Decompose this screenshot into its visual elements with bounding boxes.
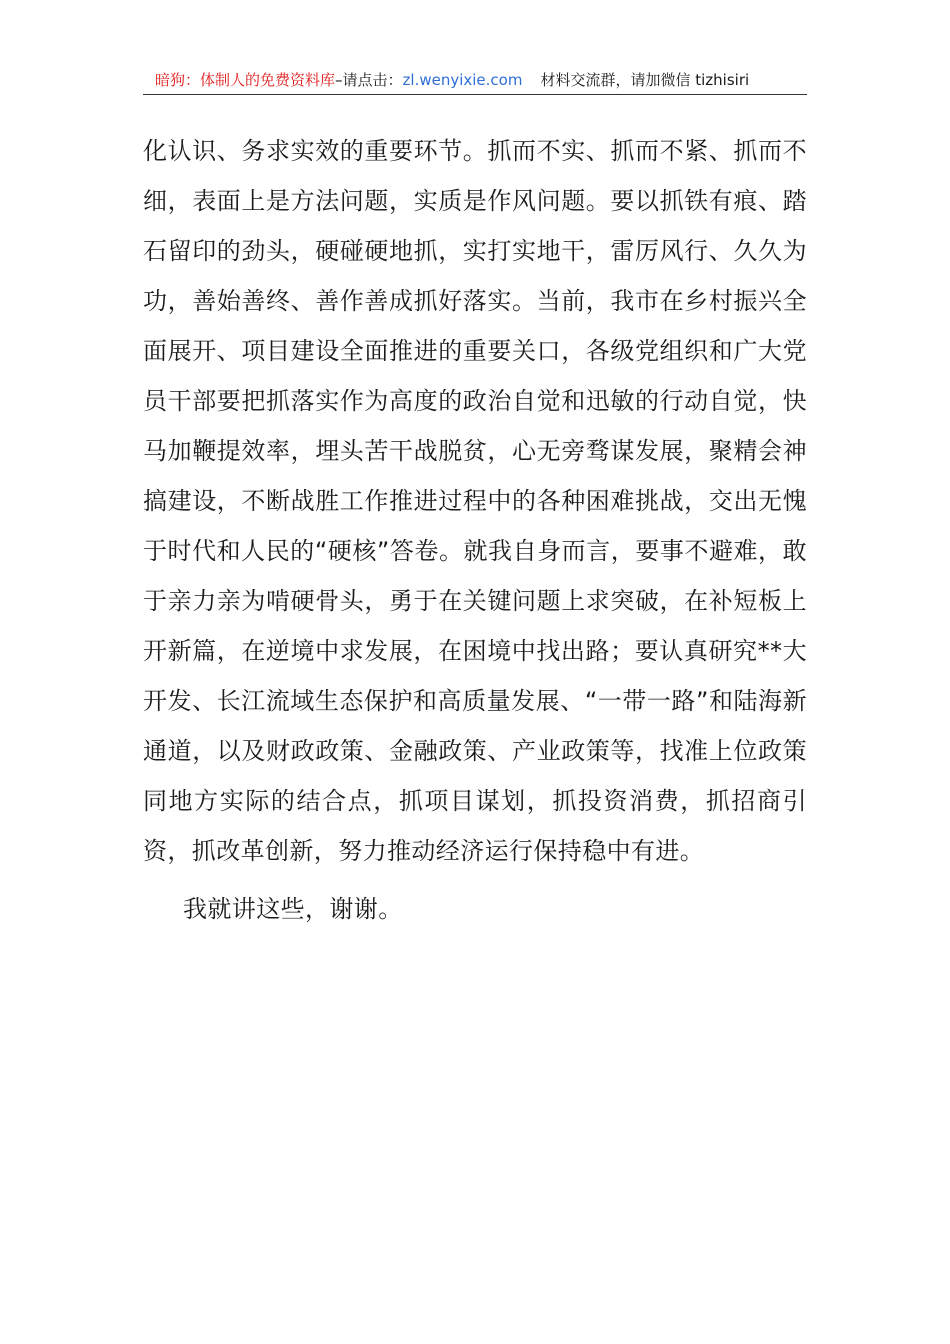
body-paragraph-container [143, 126, 807, 876]
body-paragraph: 化认识、务求实效的重要环节。抓而不实、抓而不紧、抓而不细，表面上是方法问题，实质是作风问题。要以抓铁有痕、踏石留印的劲头，硬碰硬地抓，实打实地干，雷厉风行、久久为功，善始善终、善作善成抓好落实。当前，我市在乡村振兴全面展开、项目建设全面推进的重要关口，各级党组织和广大党员干部要把抓落实作为高度的政治自觉和迅敏的行动自觉，快马加鞭提效率，埋头苦干战脱贫，心无旁骛谋发展，聚精会神搞建设，不断战胜工作推进过程中的各种困难挑战，交出无愧于时代和人民的“硬核”答卷。就我自身而言，要事不避难，敢于亲力亲为啃硬骨头，勇于在关键问题上求突破，在补短板上开新篇，在逆境中求发展，在困境中找出路；要认真研究**大开发、长江流域生态保护和高质量发展、“一带一路”和陆海新通道，以及财政政策、金融政策、产业政策等，找准上位政策同地方实际的结合点，抓项目谋划，抓投资消费，抓招商引资，抓改革创新，努力推动经济运行保持稳中有进。 [143, 137, 807, 865]
page-header [143, 68, 807, 95]
closing-remark: 我就讲这些，谢谢。 [183, 895, 403, 923]
header-site-name: 暗狗：体制人的免费资料库 [155, 71, 336, 89]
header-click-text: –请点击： [335, 71, 403, 89]
header-site-link[interactable]: zl.wenyixie.com [402, 71, 523, 89]
header-group-text: 材料交流群，请加微信 tizhisiri [540, 71, 750, 89]
